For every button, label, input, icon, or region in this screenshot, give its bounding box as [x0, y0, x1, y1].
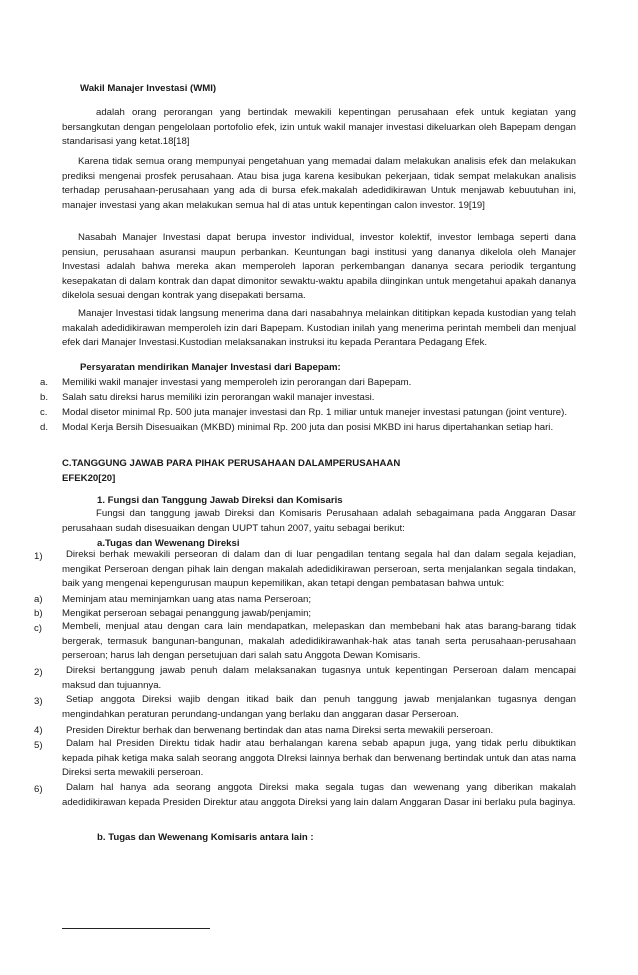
list-item: Modal disetor minimal Rp. 500 juta manajer investasi dan Rp. 1 miliar untuk manejer investasi patungan (joint venture).	[62, 407, 567, 418]
section-c-heading: C.TANGGUNG JAWAB PARA PIHAK PERUSAHAAN DALAMPERUSAHAAN	[62, 458, 401, 469]
requirements-heading: Persyaratan mendirikan Manajer Investasi dari Bapepam:	[80, 362, 341, 373]
list-marker: 2)	[34, 667, 43, 678]
list-item: Direksi bertanggung jawab penuh dalam melaksanakan tugasnya untuk kepentingan Perseroan dalam mencapai maksud dan tujuannya.	[62, 665, 576, 691]
list-item: Dalam hal hanya ada seorang anggota Direksi maka segala tugas dan wewenang yang diberikan makalah adedidikirawan kepada Presiden Direktur atau anggota Direksi yang lain dalam Anggaran Dasar ini berlaku pula baginya.	[62, 782, 576, 808]
list-marker: c.	[40, 407, 48, 418]
list-marker: a)	[34, 594, 43, 605]
list-marker: 4)	[34, 725, 43, 736]
list-marker: d.	[40, 422, 49, 433]
list-marker: c)	[34, 623, 42, 634]
list-marker: 1)	[34, 551, 43, 562]
list-item: Salah satu direksi harus memiliki izin perorangan wakil manajer investasi.	[62, 392, 375, 403]
list-item: Setiap anggota Direksi wajib dengan itikad baik dan penuh tanggung jawab menjalankan tugasnya dengan mengindahkan peraturan perundang-undangan yang berlaku dan anggaran dasar Perseroan.	[62, 694, 576, 720]
list-item: Meminjam atau meminjamkan uang atas nama Perseroan;	[62, 594, 312, 605]
wmi-heading: Wakil Manajer Investasi (WMI)	[80, 83, 217, 94]
list-marker: b.	[40, 392, 49, 403]
list-marker: b)	[34, 608, 43, 619]
wmi-paragraph-2: Karena tidak semua orang mempunyai pengetahuan yang memadai dalam melakukan analisis efek dan melakukan prediksi mengenai prosfek perusahaan. Atau bisa juga karena kesibukan pekerjaan, tidak sempat melakukan analisis terhadap perusahaan-perusahaan yang ada di bursa efek.makalah adedidikirawan Untuk menjawab kebuutuhan ini, manajer investasi yang akan melakukan semua hal di atas untuk kepentingan calon investor. 19[19]	[62, 156, 576, 211]
list-item: Direksi berhak mewakili perseoran di dalam dan di luar pengadilan tentang segala hal dan dalam segala kejadian, mengikat Perseroan dengan pihak lain dengan makalah adedidikirawan perseroan, serta menjalankan segala tindakan, baik yang mengenai kepengurusan maupun kepemilikan, akan tetapi dengan pembatasan bahwa untuk:	[62, 549, 576, 590]
subheading-functions: 1. Fungsi dan Tanggung Jawab Direksi dan Komisaris	[97, 495, 343, 506]
section-c-heading-ref: EFEK20[20]	[62, 473, 116, 484]
list-marker: a.	[40, 377, 49, 388]
list-item: Mengikat perseroan sebagai penanggung jawab/penjamin;	[62, 608, 312, 619]
list-marker: 6)	[34, 784, 43, 795]
wmi-paragraph-4: Manajer Investasi tidak langsung menerima dana dari nasabahnya melainkan dititipkan kepada kustodian yang telah makalah adedidikirawan memperoleh izin dari Bapepam. Kustodian inilah yang menerima perintah membeli dan menjual efek dari Manajer Investasi.Kustodian melaksanakan instruksi itu kepada Perantara Pedagang Efek.	[62, 308, 576, 349]
list-item: Presiden Direktur berhak dan berwenang bertindak dan atas nama Direksi serta mewakili perseroan.	[66, 725, 494, 736]
subheading-komisaris: b. Tugas dan Wewenang Komisaris antara lain :	[97, 832, 314, 843]
list-item: Memiliki wakil manajer investasi yang memperoleh izin perorangan dari Bapepam.	[62, 377, 412, 388]
list-item: Modal Kerja Bersih Disesuaikan (MKBD) minimal Rp. 200 juta dan posisi MKBD ini harus dipertahankan setiap hari.	[62, 422, 554, 433]
list-item: Dalam hal Presiden Direktu tidak hadir atau berhalangan karena sebab apapun juga, yang tidak perlu dibuktikan kepada pihak ketiga maka salah seorang anggota DIreksi lainnya berhak dan berwenang bertindak untuk dan atas nama Direksi serta mewakili perseroan.	[62, 738, 576, 779]
wmi-paragraph-1: adalah orang perorangan yang bertindak mewakili kepentingan perusahaan efek untuk kegiatan yang bersangkutan dengan pengelolaan portofolio efek, izin untuk wakil manajer investasi dikeluarkan oleh Bapepam dengan standarisasi yang ketat.18[18]	[62, 107, 576, 148]
functions-paragraph: Fungsi dan tanggung jawab Direksi dan Komisaris Perusahaan adalah sebagaimana pada Anggaran Dasar perusahaan sudah disesuaikan dengan UUPT tahun 2007, yaitu sebagai berikut:	[62, 508, 576, 534]
subheading-direksi: a.Tugas dan Wewenang Direksi	[97, 538, 240, 549]
wmi-paragraph-3: Nasabah Manajer Investasi dapat berupa investor individual, investor kolektif, investor lembaga seperti dana pensiun, perusahaan asuransi maupun perbankan. Keuntungan bagi institusi yang dananya dikelola oleh Manajer Investasi adalah bahwa mereka akan memperoleh laporan perkembangan dananya secara periodik tergantung kesepakatan di dalam kontrak dan dapat dimonitor sewaktu-waktu apabila diinginkan untuk mengetahui apakah dananya dikelola sesuai dengan kontrak yang disepakati bersama.	[62, 232, 576, 302]
list-item: Membeli, menjual atau dengan cara lain mendapatkan, melepaskan dan membebani hak atas barang-barang tidak bergerak, termasuk bangunan-bangunan, makalah adedidikirawanhak-hak atas tanah serta perusahaan-perusahaan perseroan; harus lah dengan persetujuan dari salah satu Anggota Dewan Komisaris.	[62, 621, 576, 662]
list-marker: 3)	[34, 696, 43, 707]
list-marker: 5)	[34, 740, 43, 751]
footnote-divider	[62, 928, 210, 929]
